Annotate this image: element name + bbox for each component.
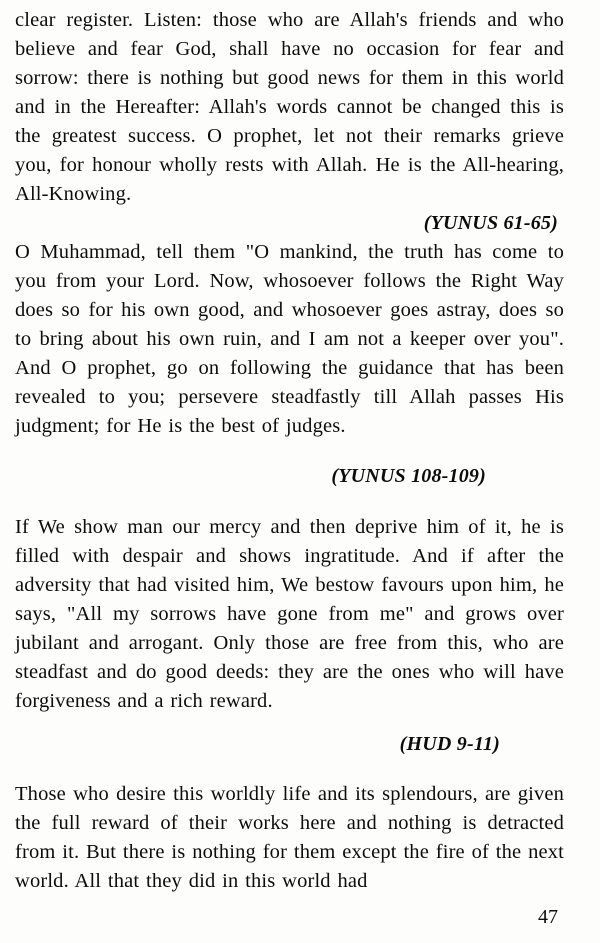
verse-reference-yunus-108-109: (YUNUS 108-109) <box>331 465 486 487</box>
paragraph-hud-9-11: If We show man our mercy and then deprive him of it, he is filled with despair and shows ingratitude. And if after the adversity that had visited him, We bestow favours upon him, he says, "All my sorrows have gone from me" and grows over jubilant and arrogant. Only those are free from this, who are steadfast and do good deeds: they are the ones who will have forgiveness and a rich reward. <box>15 516 564 712</box>
page-number: 47 <box>538 906 558 928</box>
verse-reference-yunus-61-65: (YUNUS 61-65) <box>423 212 558 234</box>
paragraph-worldly-life: Those who desire this worldly life and its splendours, are given the full reward of their works here and nothing is detracted from it. But there is nothing for them except the fire of the next world. All that they did in this world had <box>15 783 564 892</box>
paragraph-yunus-61-65: clear register. Listen: those who are Allah's friends and who believe and fear God, shall have no occasion for fear and sorrow: there is nothing but good news for them in this world and in the Hereafter: Allah's words cannot be changed this is the greatest success. O prophet, let not their remarks grieve you, for honour wholly rests with Allah. He is the All-hearing, All-Knowing. <box>15 9 564 205</box>
verse-reference-hud-9-11: (HUD 9-11) <box>399 733 500 755</box>
paragraph-yunus-108-109: O Muhammad, tell them "O mankind, the truth has come to you from your Lord. Now, whosoever follows the Right Way does so for his own good, and whosoever goes astray, does so to bring about his own ruin, and I am not a keeper over you". And O prophet, go on following the guidance that has been revealed to you; persevere steadfastly till Allah passes His judgment; for He is the best of judges. <box>15 241 564 437</box>
